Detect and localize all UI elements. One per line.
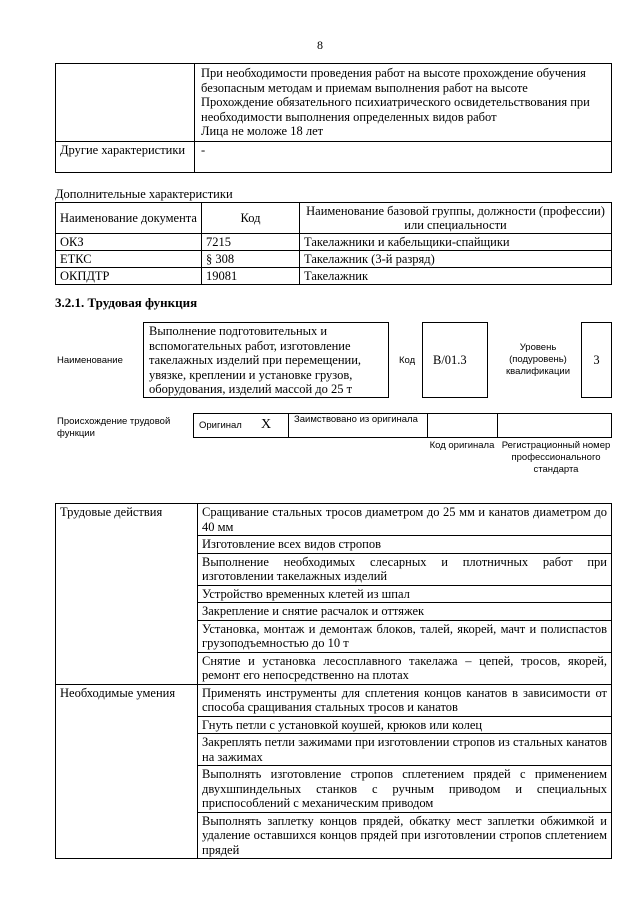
table-row xyxy=(56,251,612,268)
column-header: Код xyxy=(202,203,300,234)
other-characteristics-label: Другие характеристики xyxy=(56,141,195,172)
code-cell: 19081 xyxy=(202,268,300,285)
divider xyxy=(497,413,498,438)
table-row xyxy=(56,234,612,251)
function-code: B/01.3 xyxy=(433,353,467,367)
borrowed-label: Заимствовано из оригинала xyxy=(294,414,418,425)
group-name-cell: Такелажники и кабельщики-спайщики xyxy=(300,234,612,251)
skill-item: Выполнять заплетку концов прядей, обкатку мест заплетки обжимкой и удаление оставшихся концов прядей при изготовлении стропов сплетением прядей xyxy=(198,812,612,859)
registration-caption: Регистрационный номер профессионального стандарта xyxy=(501,440,611,475)
actions-label: Трудовые действия xyxy=(56,504,198,685)
skill-item: Гнуть петли с установкой коушей, крюков или колец xyxy=(198,716,612,734)
function-code-box xyxy=(422,322,488,398)
table-row xyxy=(56,141,612,172)
function-name: Выполнение подготовительных и вспомогательных работ, изготовление такелажных изделий при перемещении, увязке, креплении и установке грузов, оборудования, изделий массой до 25 т xyxy=(149,324,362,396)
skill-item: Применять инструменты для сплетения концов канатов в зависимости от способа сращивания стальных тросов и канатов xyxy=(198,684,612,716)
group-name-cell: Такелажник (3-й разряд) xyxy=(300,251,612,268)
skills-label: Необходимые умения xyxy=(56,684,198,859)
code-original-caption: Код оригинала xyxy=(429,440,495,451)
group-name-cell: Такелажник xyxy=(300,268,612,285)
table-row xyxy=(56,268,612,285)
action-item: Установка, монтаж и демонтаж блоков, талей, якорей, мачт и полиспастов грузоподъемностью до 10 т xyxy=(198,620,612,652)
doc-name-cell: ЕТКС xyxy=(56,251,202,268)
table-row xyxy=(56,684,612,716)
other-characteristics-value: - xyxy=(195,141,612,172)
requirements-table xyxy=(55,63,612,173)
actions-skills-table xyxy=(55,503,612,859)
table-row xyxy=(56,504,612,536)
divider xyxy=(288,413,289,438)
extra-characteristics-table xyxy=(55,202,612,285)
column-header: Наименование документа xyxy=(56,203,202,234)
action-item: Снятие и установка лесосплавного такелажа – цепей, тросов, якорей, ремонт его непосредственно на плотах xyxy=(198,652,612,684)
doc-name-cell: ОКЗ xyxy=(56,234,202,251)
function-name-box xyxy=(143,322,389,398)
code-label: Код xyxy=(399,355,416,366)
doc-name-cell: ОКПДТР xyxy=(56,268,202,285)
section-heading: 3.2.1. Трудовая функция xyxy=(55,295,198,310)
level-label: Уровень (подуровень) квалификации xyxy=(505,342,571,377)
extra-caption: Дополнительные характеристики xyxy=(55,187,233,201)
page-number: 8 xyxy=(317,38,323,52)
original-mark: X xyxy=(261,417,272,432)
action-item: Выполнение необходимых слесарных и плотничных работ при изготовлении такелажных изделий xyxy=(198,553,612,585)
requirement-text: При необходимости проведения работ на высоте прохождение обучения безопасным методам и приемам выполнения работ на высоте xyxy=(201,66,586,95)
column-header: Наименование базовой группы, должности (профессии) или специальности xyxy=(300,203,612,234)
level-box xyxy=(581,322,612,398)
action-item: Закрепление и снятие расчалок и оттяжек xyxy=(198,603,612,621)
table-row xyxy=(56,64,612,142)
skill-item: Закреплять петли зажимами при изготовлении стропов из стальных канатов на зажимах xyxy=(198,734,612,766)
requirements-cell xyxy=(195,64,612,142)
action-item: Сращивание стальных тросов диаметром до 25 мм и канатов диаметром до 40 мм xyxy=(198,504,612,536)
divider xyxy=(427,413,428,438)
action-item: Изготовление всех видов стропов xyxy=(198,536,612,554)
requirement-text: Лица не моложе 18 лет xyxy=(201,124,324,138)
name-label: Наименование xyxy=(57,355,123,366)
action-item: Устройство временных клетей из шпал xyxy=(198,585,612,603)
origin-label: Происхождение трудовой функции xyxy=(57,416,171,439)
table-header-row xyxy=(56,203,612,234)
level-value: 3 xyxy=(593,353,600,367)
code-cell: 7215 xyxy=(202,234,300,251)
requirement-text: Прохождение обязательного психиатрического освидетельствования при необходимости выполнения определенных видов работ xyxy=(201,95,590,124)
skill-item: Выполнять изготовление стропов сплетением прядей с применением двухшпиндельных станков с ручным приводом и специальных приспособлений с механическим приводом xyxy=(198,766,612,813)
code-cell: § 308 xyxy=(202,251,300,268)
original-label: Оригинал xyxy=(199,420,242,431)
